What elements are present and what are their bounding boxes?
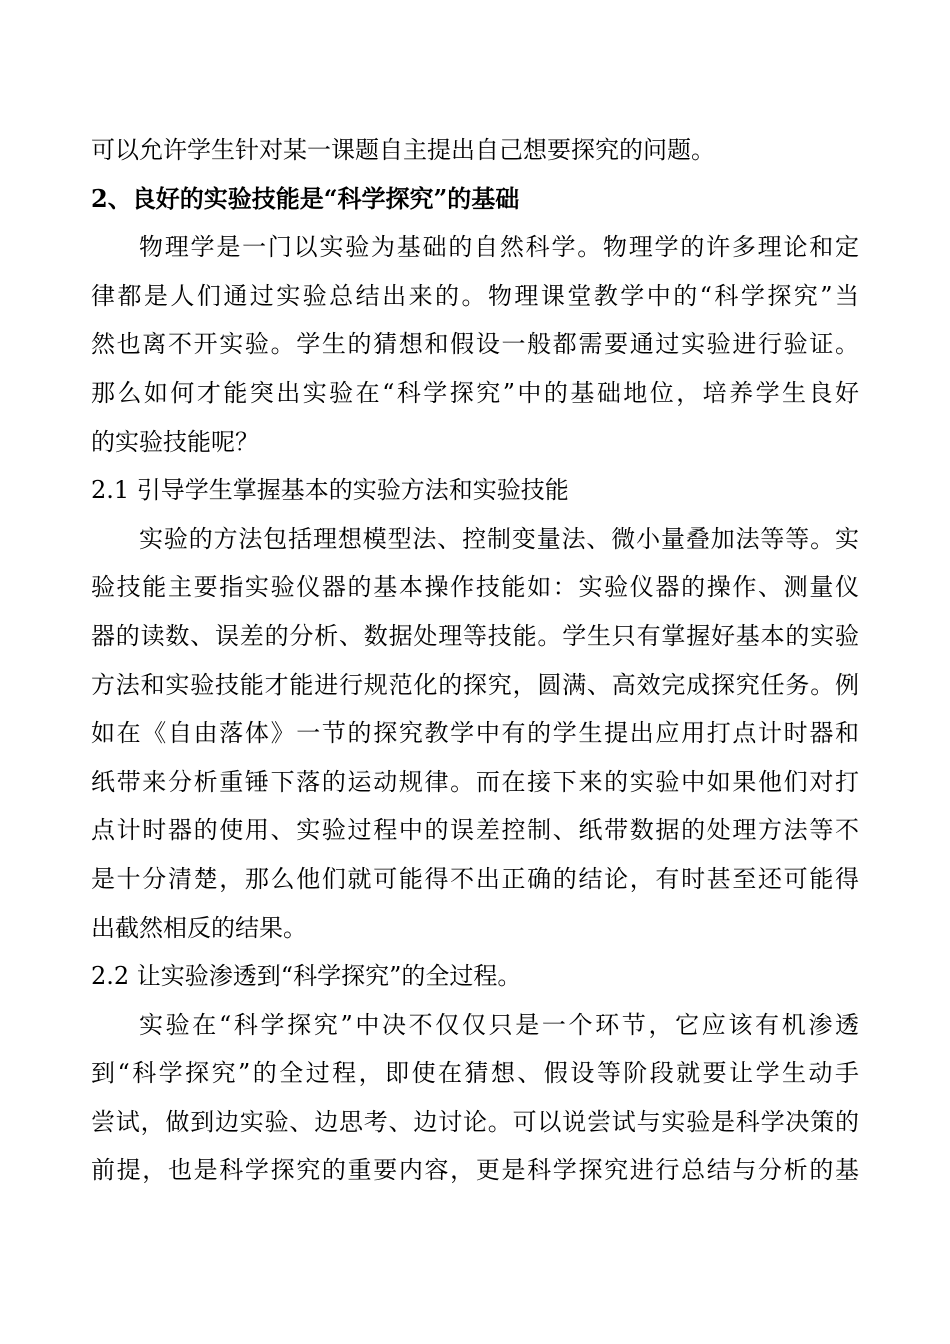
subsection-heading: 2.1 引导学生掌握基本的实验方法和实验技能 bbox=[91, 476, 569, 505]
paragraph-line: 方法和实验技能才能进行规范化的探究，圆满、高效完成探究任务。例 bbox=[91, 670, 859, 699]
paragraph-line: 到“科学探究”的全过程，即使在猜想、假设等阶段就要让学生动手 bbox=[91, 1059, 859, 1088]
paragraph-line: 如在《自由落体》一节的探究教学中有的学生提出应用打点计时器和 bbox=[91, 719, 859, 748]
paragraph-line: 的实验技能呢？ bbox=[91, 427, 259, 456]
paragraph-line: 器的读数、误差的分析、数据处理等技能。学生只有掌握好基本的实验 bbox=[91, 621, 859, 650]
paragraph-line: 实验在“科学探究”中决不仅仅只是一个环节，它应该有机渗透 bbox=[139, 1010, 859, 1039]
paragraph-line: 前提，也是科学探究的重要内容，更是科学探究进行总结与分析的基 bbox=[91, 1156, 859, 1185]
paragraph-line: 点计时器的使用、实验过程中的误差控制、纸带数据的处理方法等不 bbox=[91, 816, 859, 845]
paragraph-line: 律都是人们通过实验总结出来的。物理课堂教学中的“科学探究”当 bbox=[91, 281, 859, 310]
paragraph-line: 实验的方法包括理想模型法、控制变量法、微小量叠加法等等。实 bbox=[139, 524, 859, 553]
section-heading: 2、良好的实验技能是“科学探究”的基础 bbox=[91, 183, 520, 213]
document-body bbox=[91, 126, 859, 1195]
paragraph-line: 然也离不开实验。学生的猜想和假设一般都需要通过实验进行验证。 bbox=[91, 330, 859, 359]
paragraph-line: 可以允许学生针对某一课题自主提出自己想要探究的问题。 bbox=[91, 136, 715, 164]
paragraph-line: 那么如何才能突出实验在“科学探究”中的基础地位，培养学生良好 bbox=[91, 378, 859, 407]
paragraph-line: 尝试，做到边实验、边思考、边讨论。可以说尝试与实验是科学决策的 bbox=[91, 1107, 859, 1136]
paragraph-line: 是十分清楚，那么他们就可能得不出正确的结论，有时甚至还可能得 bbox=[91, 864, 859, 893]
subsection-heading: 2.2 让实验渗透到“科学探究”的全过程。 bbox=[91, 962, 522, 991]
paragraph-line: 出截然相反的结果。 bbox=[91, 913, 307, 942]
paragraph-line: 物理学是一门以实验为基础的自然科学。物理学的许多理论和定 bbox=[139, 233, 859, 262]
paragraph-line: 纸带来分析重锤下落的运动规律。而在接下来的实验中如果他们对打 bbox=[91, 767, 859, 796]
paragraph-line: 验技能主要指实验仪器的基本操作技能如：实验仪器的操作、测量仪 bbox=[91, 573, 859, 602]
